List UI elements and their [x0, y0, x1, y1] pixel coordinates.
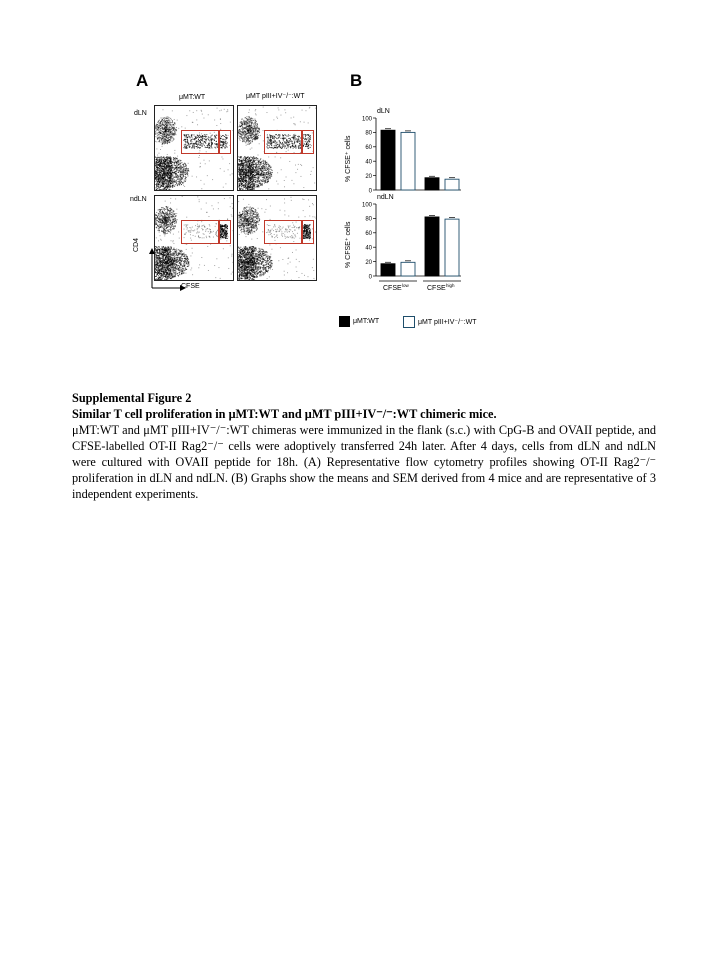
y-tick-label: 0 — [368, 188, 372, 195]
y-tick-label: 40 — [365, 245, 372, 252]
x-tick-superscript: low — [402, 283, 409, 288]
y-axis-label: % CFSE⁺ cells — [345, 135, 352, 182]
row-label-ndln: ndLN — [130, 196, 147, 203]
y-tick-label: 60 — [365, 231, 372, 238]
bar — [445, 219, 459, 276]
y-tick-label: 40 — [365, 159, 372, 166]
bar — [381, 130, 395, 190]
chart-title: dLN — [377, 108, 390, 115]
legend-swatch-ko — [403, 316, 415, 328]
gate-divider — [218, 130, 220, 154]
y-tick-label: 80 — [365, 216, 372, 223]
panel-b-label: B — [350, 71, 363, 90]
x-tick-label: CFSE — [427, 285, 446, 292]
bar-charts — [335, 100, 475, 310]
flow-plot-dln-wt — [154, 105, 234, 191]
bar — [425, 217, 439, 276]
gate-divider — [301, 130, 303, 154]
row-label-dln: dLN — [134, 110, 147, 117]
y-tick-label: 100 — [361, 116, 372, 123]
gate-divider — [218, 220, 220, 244]
chart-title: ndLN — [377, 194, 394, 201]
bar — [381, 264, 395, 276]
col-label-wt: μMT:WT — [179, 94, 206, 101]
col-label-ko: μMT pIII+IV⁻/⁻:WT — [246, 93, 305, 100]
caption-heading: Supplemental Figure 2 — [72, 391, 192, 405]
legend-label-ko: μMT pIII+IV⁻/⁻:WT — [418, 319, 477, 326]
y-tick-label: 20 — [365, 259, 372, 266]
legend-swatch-wt — [339, 316, 350, 327]
y-tick-label: 80 — [365, 130, 372, 137]
y-tick-label: 0 — [368, 274, 372, 281]
x-tick-superscript: high — [446, 283, 455, 288]
bar — [445, 179, 459, 190]
y-axis-label: % CFSE⁺ cells — [345, 221, 352, 268]
flow-plot-ndln-ko — [237, 195, 317, 281]
gate-box — [264, 130, 314, 154]
gate-box — [181, 130, 231, 154]
gate-box — [264, 220, 314, 244]
flow-plot-dln-ko — [237, 105, 317, 191]
y-tick-label: 20 — [365, 173, 372, 180]
bar — [401, 262, 415, 276]
bar — [401, 132, 415, 190]
x-axis-label: CFSE — [181, 283, 200, 290]
panel-a-label: A — [136, 71, 149, 90]
caption-body: μMT:WT and μMT pIII+IV⁻/⁻:WT chimeras were immunized in the flank (s.c.) with CpG-B and OVAII peptide, and CFSE-labelled OT-II Rag2⁻/⁻ cells were adoptively transferred 24h later. After 4 days, cells from dLN and ndLN were cultured with OVAII peptide for 18h. (A) Representative flow cytometry profiles showing OT-II Rag2⁻/⁻ proliferation in dLN and ndLN. (B) Graphs show the means and SEM derived from 4 mice and are representative of 3 independent experiments. — [72, 423, 656, 501]
y-tick-label: 60 — [365, 145, 372, 152]
y-axis-label: CD4 — [133, 237, 140, 252]
caption-title: Similar T cell proliferation in μMT:WT and μMT pIII+IV⁻/⁻:WT chimeric mice. — [72, 407, 497, 421]
x-tick-label: CFSE — [383, 285, 402, 292]
gate-divider — [301, 220, 303, 244]
y-tick-label: 100 — [361, 202, 372, 209]
legend-label-wt: μMT:WT — [353, 318, 380, 325]
bar — [425, 178, 439, 190]
